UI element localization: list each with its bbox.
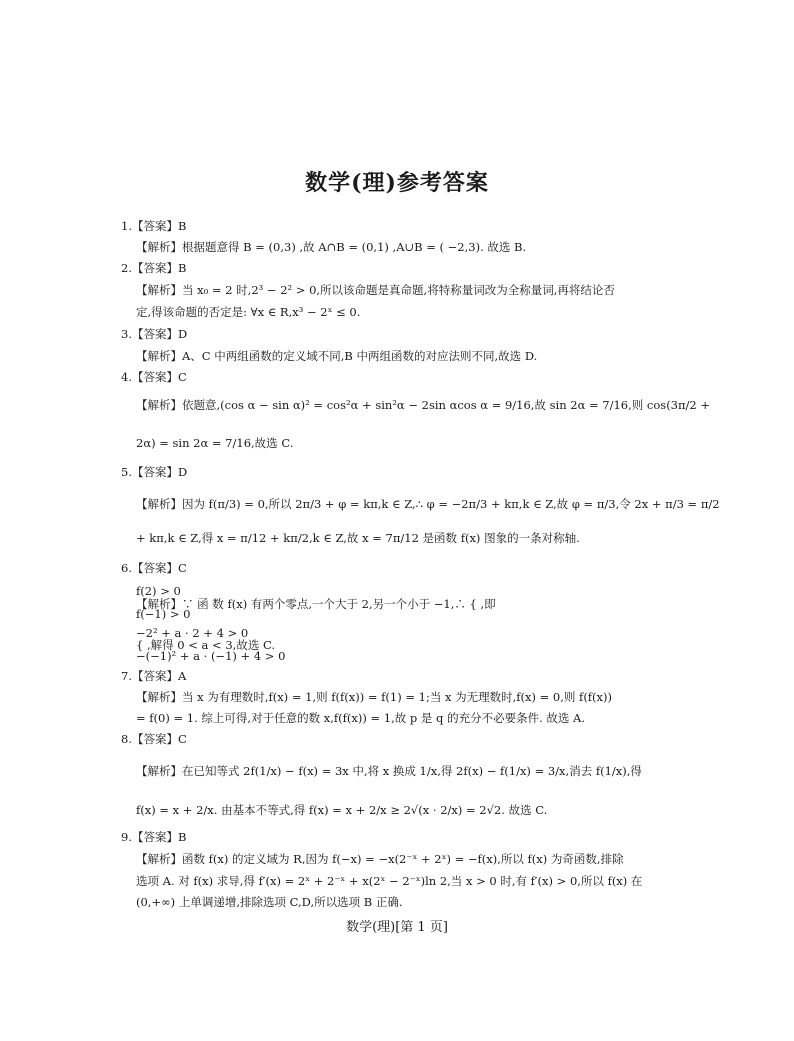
- page-title: 数学(理)参考答案: [305, 170, 489, 196]
- answer-heading: 8.【答案】C: [121, 732, 187, 746]
- analysis-line: 【解析】因为 f(π/3) = 0,所以 2π/3 + φ = kπ,k ∈ Z,∴ φ = −2π/3 + kπ,k ∈ Z,故 φ = π/3,令 2x + π/3 = π/2: [136, 497, 720, 511]
- answer-heading: 7.【答案】A: [121, 669, 187, 683]
- analysis-line: + kπ,k ∈ Z,得 x = π/12 + kπ/2,k ∈ Z,故 x = 7π/12 是函数 f(x) 图象的一条对称轴.: [136, 531, 580, 545]
- analysis-line: 【解析】∵ 函 数 f(x) 有两个零点,一个大于 2,另一个小于 −1,∴ { ,即: [136, 597, 496, 611]
- analysis-line: 【解析】根据题意得 B = (0,3) ,故 A∩B = (0,1) ,A∪B = ( −2,3). 故选 B.: [136, 240, 527, 254]
- answer-heading: 1.【答案】B: [121, 219, 187, 233]
- answer-heading: 9.【答案】B: [121, 830, 187, 844]
- answer-heading: 2.【答案】B: [121, 261, 187, 275]
- analysis-line: (0,+∞) 上单调递增,排除选项 C,D,所以选项 B 正确.: [136, 895, 403, 909]
- analysis-line: { ,解得 0 < a < 3,故选 C.: [136, 638, 276, 652]
- analysis-line: f(x) = x + 2/x. 由基本不等式,得 f(x) = x + 2/x ≥ 2√(x · 2/x) = 2√2. 故选 C.: [136, 803, 548, 817]
- analysis-line: f(2) > 0: [136, 584, 181, 598]
- analysis-line: 【解析】函数 f(x) 的定义域为 R,因为 f(−x) = −x(2⁻ˣ + 2ˣ) = −f(x),所以 f(x) 为奇函数,排除: [136, 852, 624, 866]
- analysis-line: 【解析】当 x 为有理数时,f(x) = 1,则 f(f(x)) = f(1) = 1;当 x 为无理数时,f(x) = 0,则 f(f(x)): [136, 690, 613, 704]
- analysis-line: 【解析】依题意,(cos α − sin α)² = cos²α + sin²α − 2sin αcos α = 9/16,故 sin 2α = 7/16,则 cos(3π/2 +: [136, 398, 711, 412]
- analysis-line: 定,得该命题的否定是: ∀x ∈ R,x³ − 2ˣ ≤ 0.: [136, 305, 361, 319]
- analysis-line: 选项 A. 对 f(x) 求导,得 f′(x) = 2ˣ + 2⁻ˣ + x(2ˣ − 2⁻ˣ)ln 2,当 x > 0 时,有 f′(x) > 0,所以 f(x) 在: [136, 874, 643, 888]
- analysis-line: −2² + a · 2 + 4 > 0: [136, 626, 249, 640]
- analysis-line: 2α) = sin 2α = 7/16,故选 C.: [136, 436, 294, 450]
- analysis-line: 【解析】在已知等式 2f(1/x) − f(x) = 3x 中,将 x 换成 1/x,得 2f(x) − f(1/x) = 3/x,消去 f(1/x),得: [136, 764, 642, 778]
- answer-heading: 5.【答案】D: [121, 465, 188, 479]
- analysis-line: 【解析】A、C 中两组函数的定义域不同,B 中两组函数的对应法则不同,故选 D.: [136, 349, 538, 363]
- page-footer: 数学(理)[第 1 页]: [346, 920, 448, 935]
- answer-heading: 3.【答案】D: [121, 327, 188, 341]
- answer-heading: 6.【答案】C: [121, 561, 187, 575]
- analysis-line: 【解析】当 x₀ = 2 时,2³ − 2² > 0,所以该命题是真命题,将特称量词改为全称量词,再将结论否: [136, 283, 615, 297]
- analysis-line: = f(0) = 1. 综上可得,对于任意的数 x,f(f(x)) = 1,故 p 是 q 的充分不必要条件. 故选 A.: [136, 711, 585, 725]
- analysis-line: f(−1) > 0: [136, 607, 191, 621]
- answer-heading: 4.【答案】C: [121, 370, 187, 384]
- analysis-line: −(−1)² + a · (−1) + 4 > 0: [136, 649, 286, 663]
